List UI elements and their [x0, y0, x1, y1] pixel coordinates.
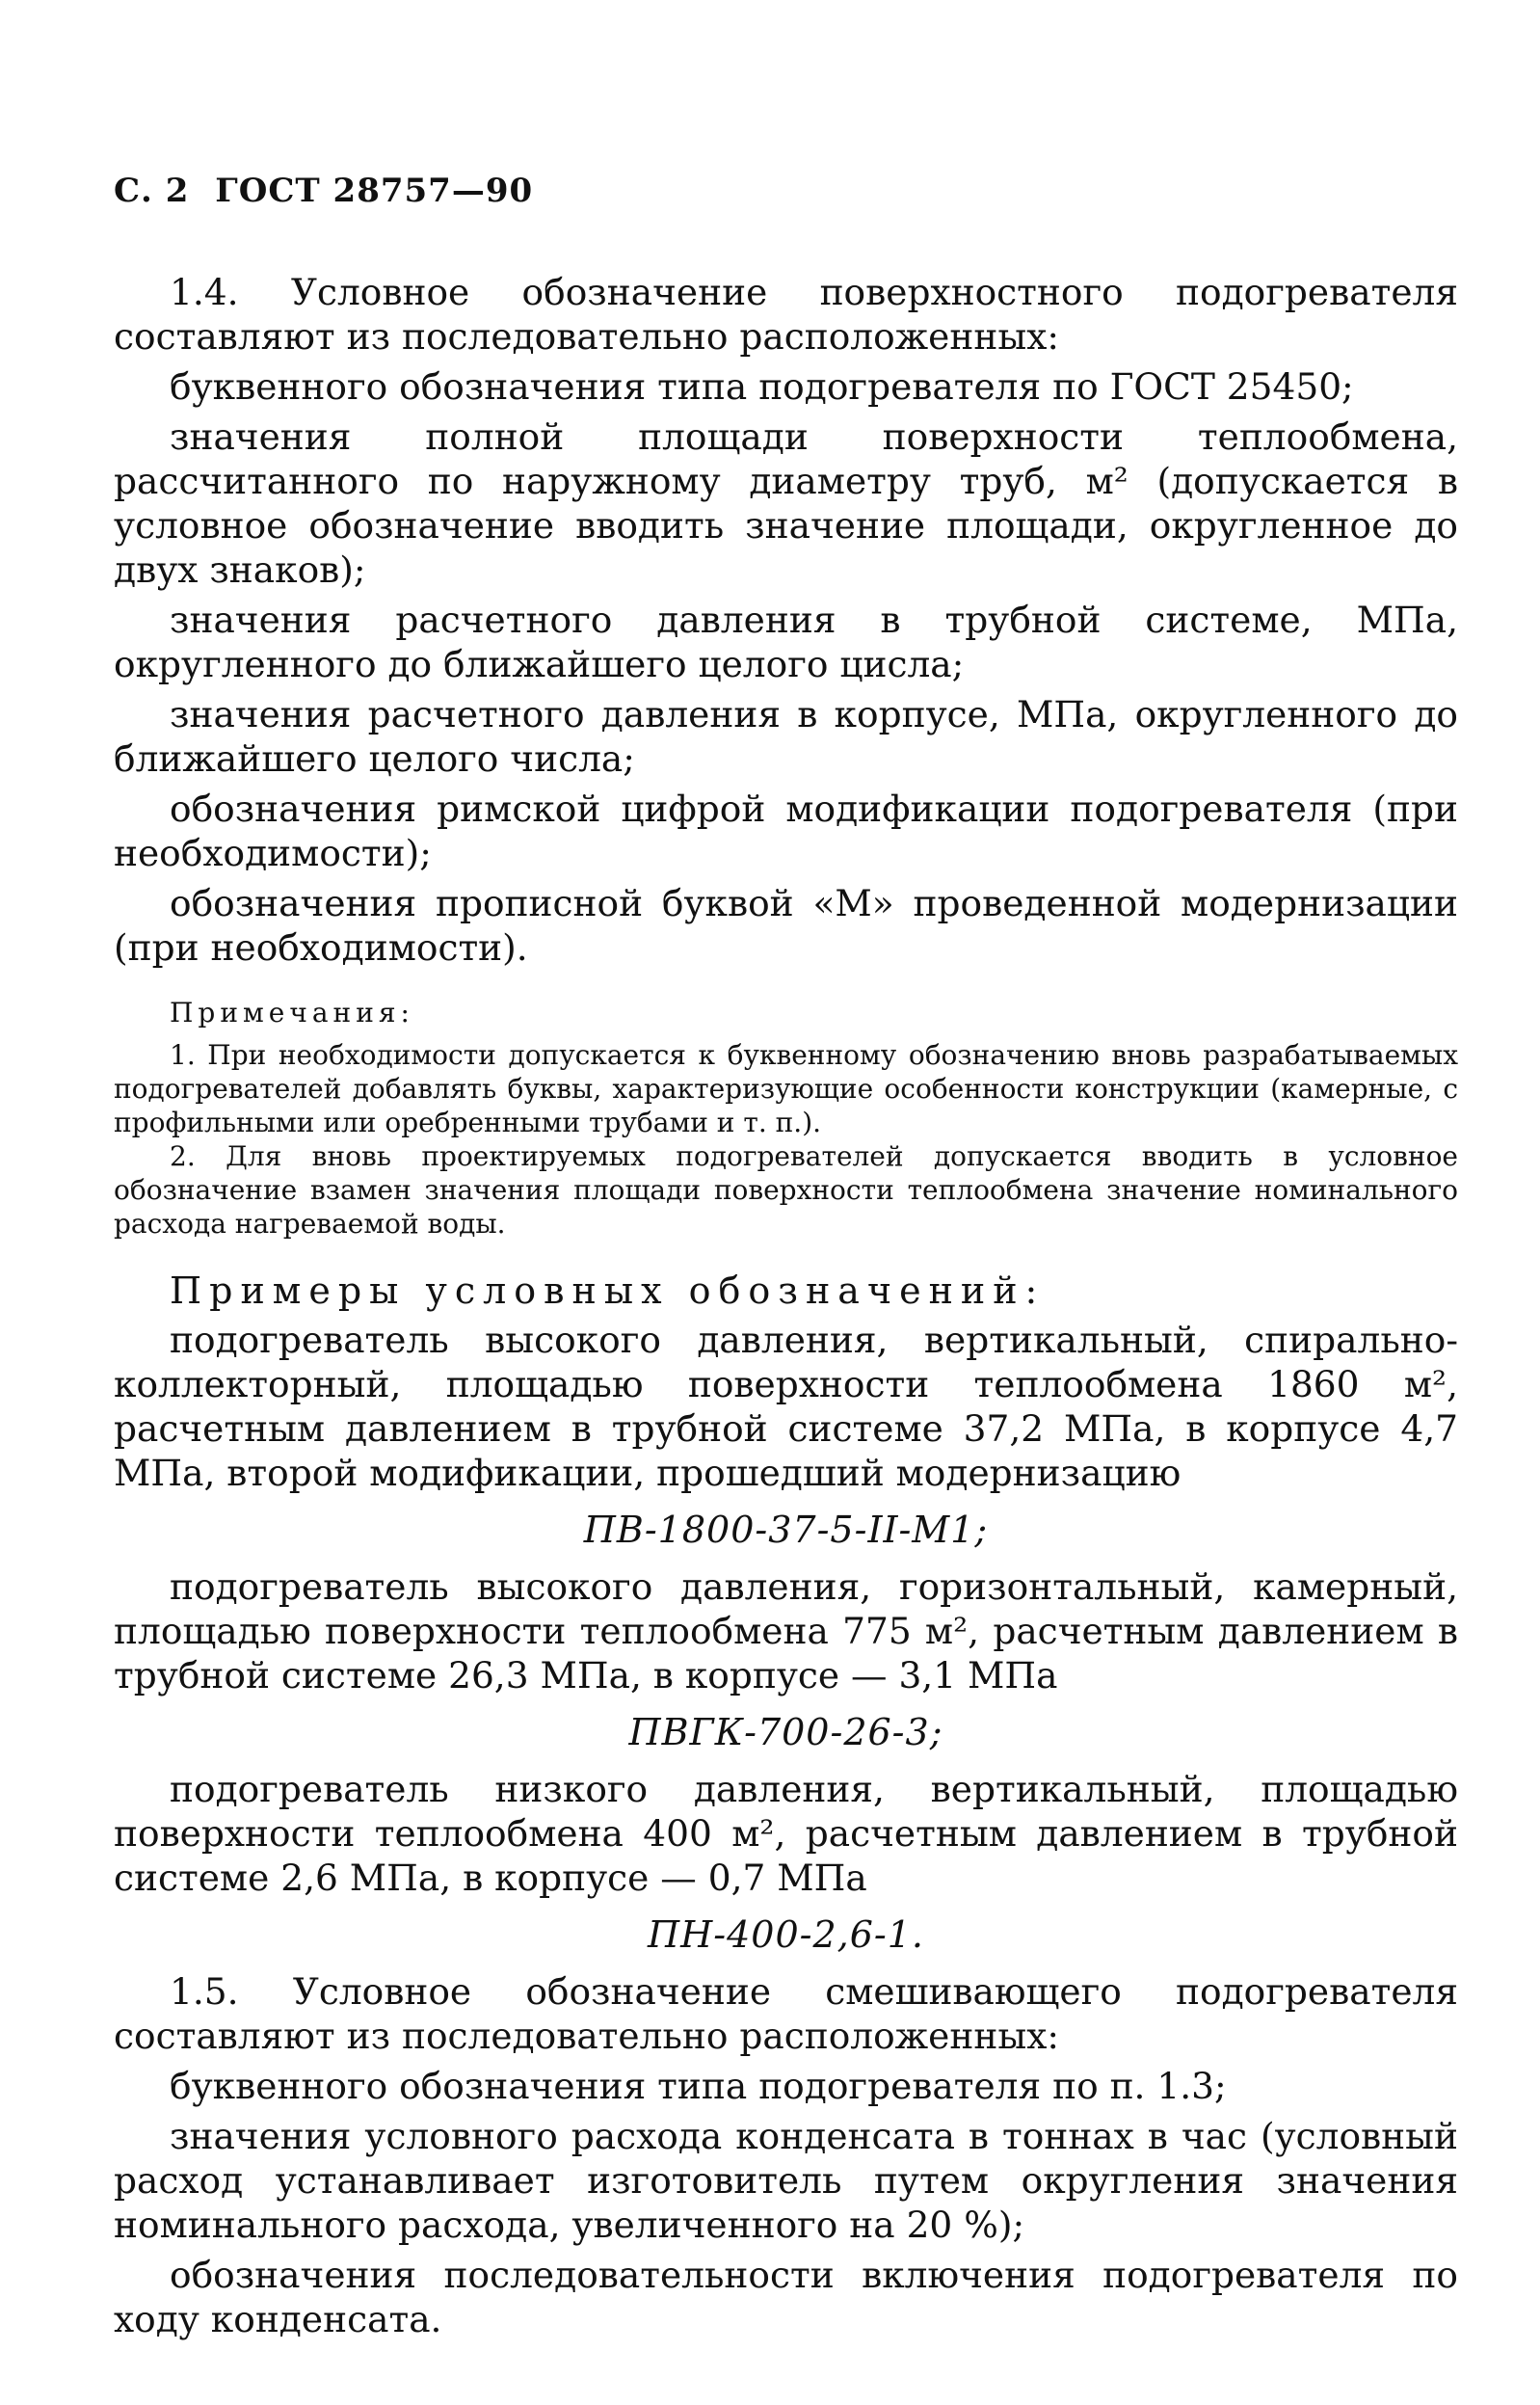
example-description: подогреватель низкого давления, вертикальный, площадью поверхности теплообмена 400 м², расчетным давлением в трубной системе 2,6 МПа, в корпусе — 0,7 МПа	[114, 1768, 1458, 1899]
section-1-4-item: обозначения римской цифрой модификации подогревателя (при необходимости);	[114, 788, 1458, 874]
example-designation: ПВ-1800-37-5-II-M1;	[583, 1509, 989, 1551]
notes-heading: Примечания:	[170, 997, 414, 1029]
example-designation: ПВГК-700-26-3;	[628, 1711, 943, 1753]
section-1-4-item: значения расчетного давления в трубной системе, МПа, округленного до ближайшего целого цисла;	[114, 599, 1458, 685]
example-designation: ПН-400-2,6-1.	[647, 1913, 924, 1956]
page-number: С. 2	[114, 172, 190, 210]
examples-heading: Примеры условных обозначений:	[170, 1269, 1046, 1312]
section-1-4-item: буквенного обозначения типа подогревателя по ГОСТ 25450;	[170, 365, 1354, 408]
section-1-5-item: значения условного расхода конденсата в тоннах в час (условный расход устанавливает изготовитель путем округления значения номинального расхода, увеличенного на 20 %);	[114, 2115, 1458, 2246]
example-description: подогреватель высокого давления, вертикальный, спирально-коллекторный, площадью поверхности теплообмена 1860 м², расчетным давлением в трубной системе 37,2 МПа, в корпусе 4,7 МПа, второй модификации, прошедший модернизацию	[114, 1319, 1458, 1494]
section-1-5-intro: 1.5. Условное обозначение смешивающего подогревателя составляют из последовательно расположенных:	[114, 1970, 1458, 2057]
example-description: подогреватель высокого давления, горизонтальный, камерный, площадью поверхности теплообмена 775 м², расчетным давлением в трубной системе 26,3 МПа, в корпусе — 3,1 МПа	[114, 1565, 1458, 1697]
page-header	[114, 172, 1458, 210]
section-1-4-intro: 1.4. Условное обозначение поверхностного подогревателя составляют из последовательно расположенных:	[114, 271, 1458, 358]
note-item: 1. При необходимости допускается к буквенному обозначению вновь разрабатываемых подогревателей добавлять буквы, характеризующие особенности конструкции (камерные, с профильными или оребренными трубами и т. п.).	[114, 1039, 1458, 1138]
section-1-4-item: значения расчетного давления в корпусе, МПа, округленного до ближайшего целого числа;	[114, 693, 1458, 780]
section-1-5-item: буквенного обозначения типа подогревателя по п. 1.3;	[170, 2065, 1227, 2107]
note-item: 2. Для вновь проектируемых подогревателей допускается вводить в условное обозначение взамен значения площади поверхности теплообмена значение номинального расхода нагреваемой воды.	[114, 1140, 1458, 1240]
document-page	[114, 172, 1458, 2347]
section-1-4-item: обозначения прописной буквой «М» проведенной модернизации (при необходимости).	[114, 882, 1458, 969]
section-1-5-item: обозначения последовательности включения подогревателя по ходу конденсата.	[114, 2254, 1458, 2340]
standard-number: ГОСТ 28757—90	[215, 172, 534, 210]
section-1-4-item: значения полной площади поверхности теплообмена, рассчитанного по наружному диаметру труб, м² (допускается в условное обозначение вводить значение площади, округленное до двух знаков);	[114, 415, 1458, 591]
